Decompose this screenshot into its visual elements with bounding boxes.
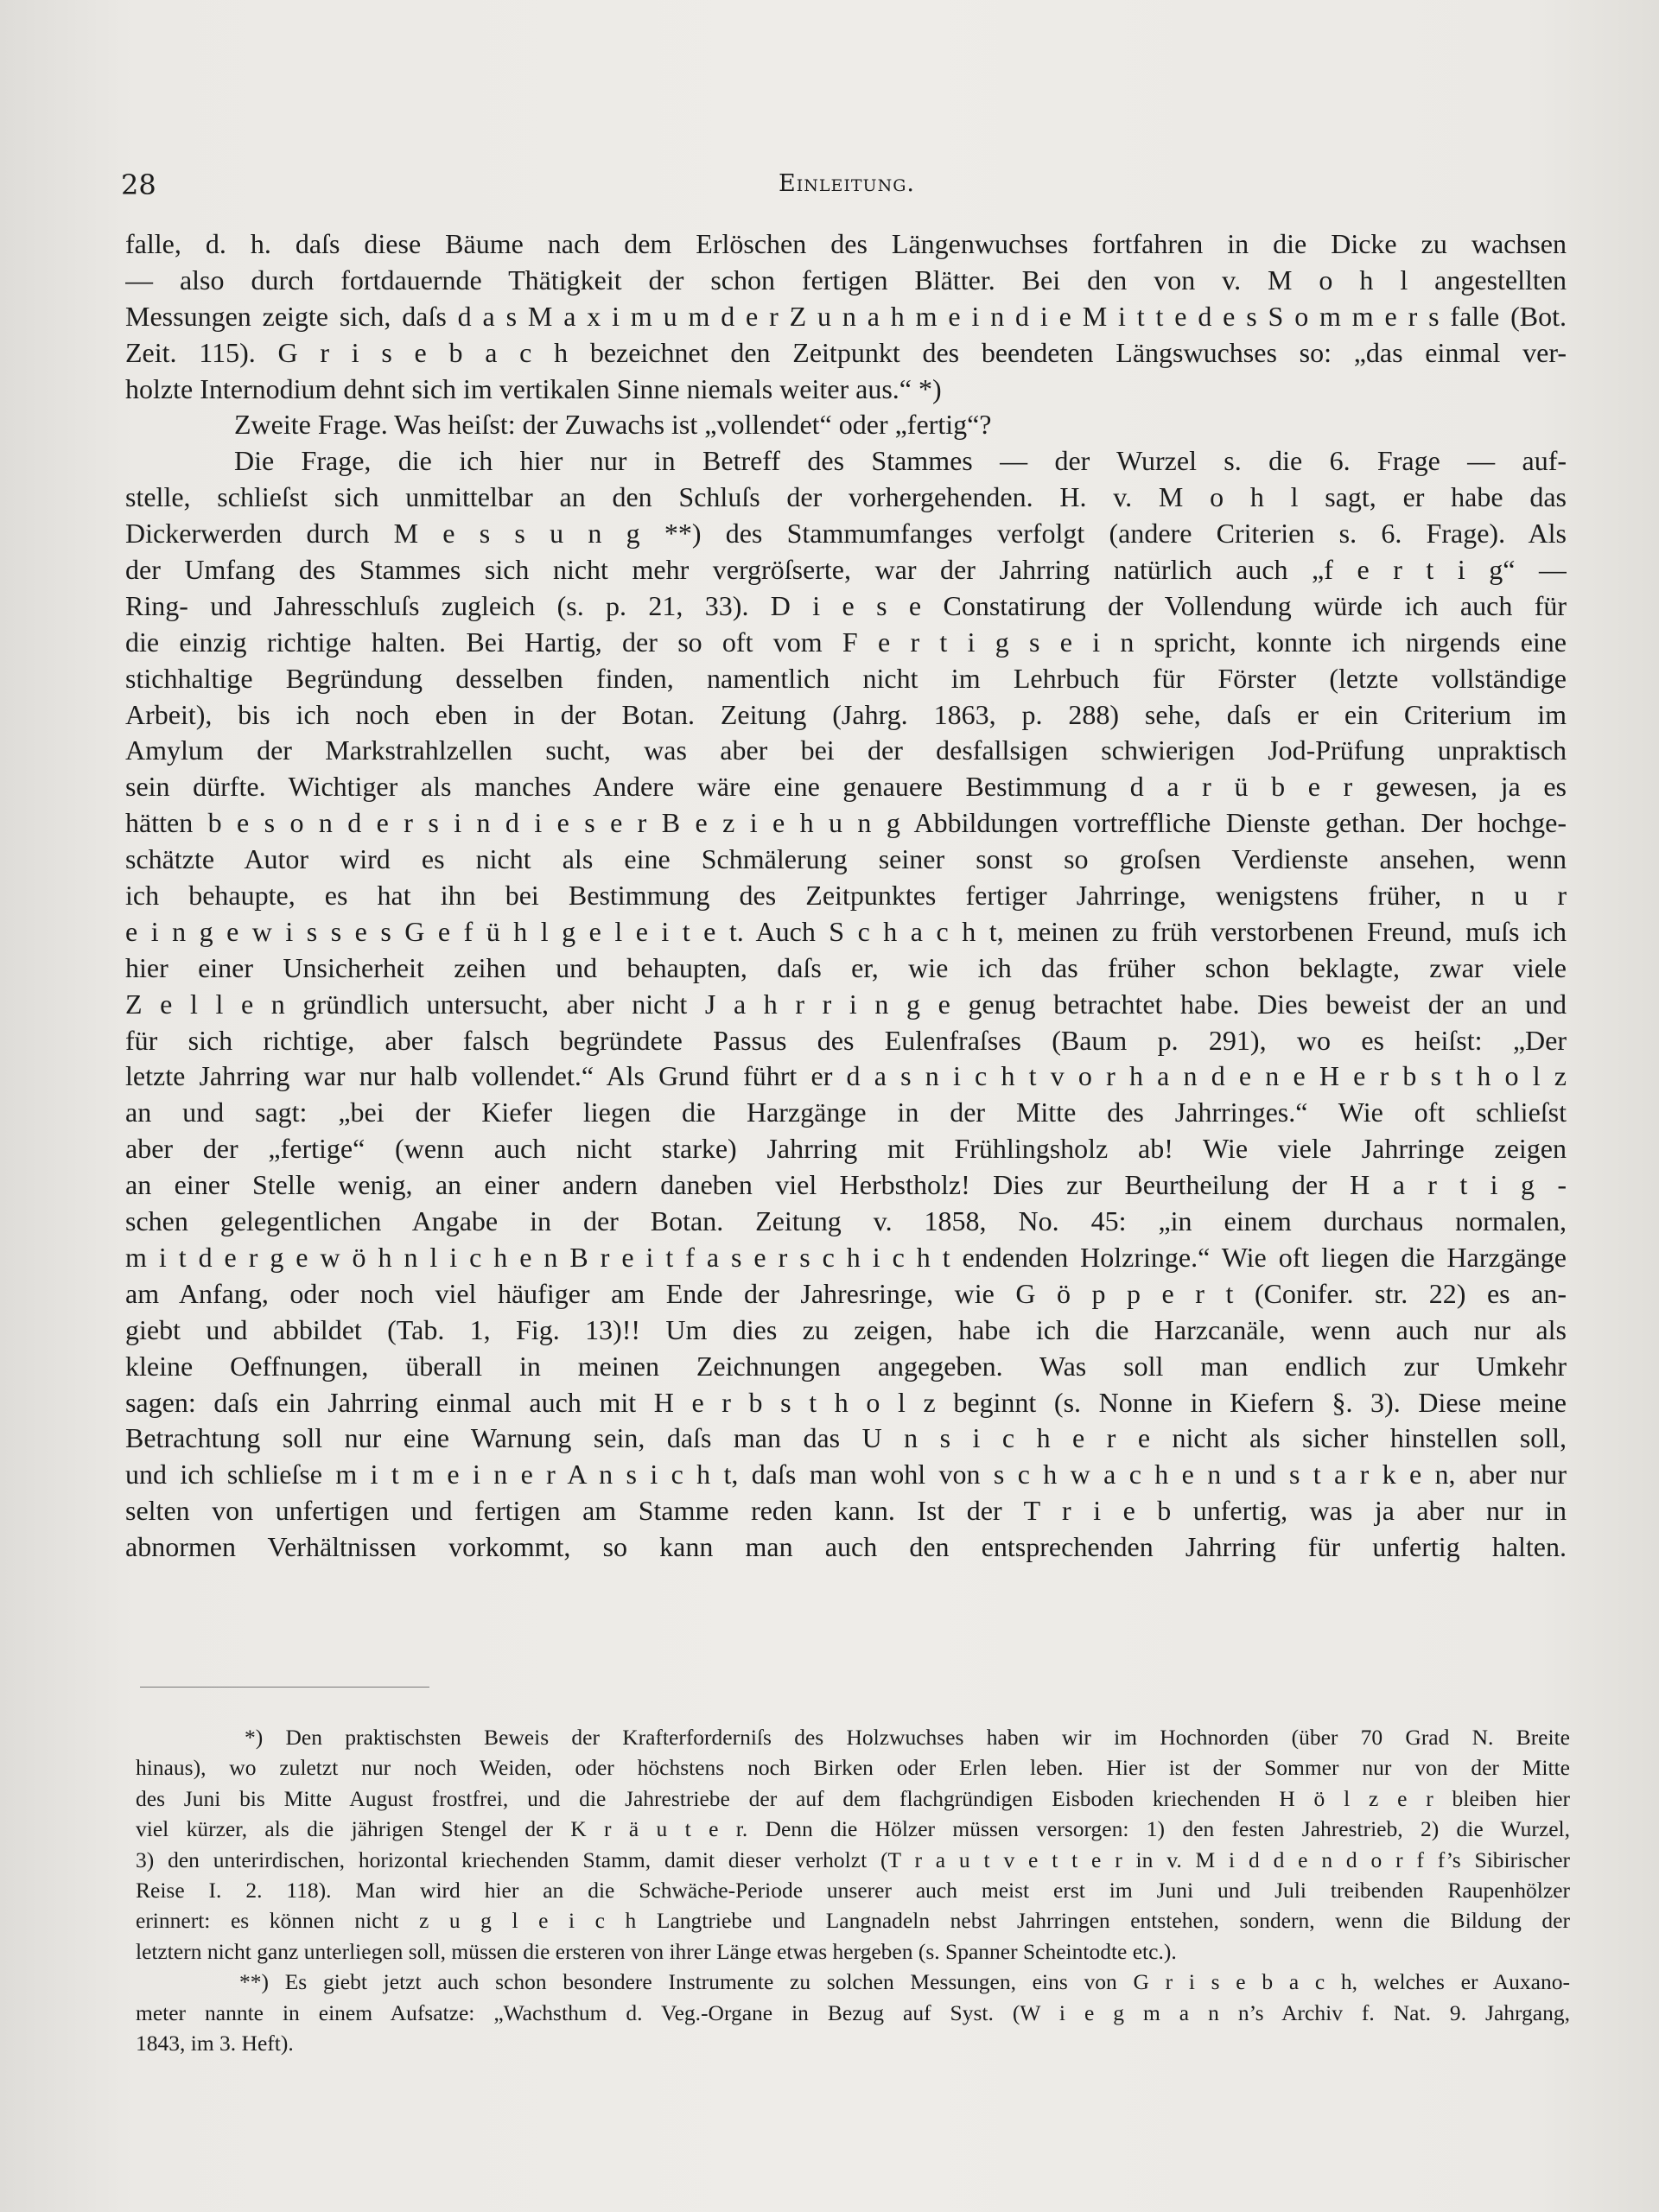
text-line: Amylum der Markstrahlzellen sucht, was aber bei der desfallsigen schwierigen Jod-Prüfung unpraktisch xyxy=(125,734,1567,766)
text-line: an einer Stelle wenig, an einer andern daneben viel Herbstholz! Dies zur Beurtheilung der H a r t i g - xyxy=(125,1169,1567,1201)
text-line: schätzte Autor wird es nicht als eine Schmälerung seiner sonst so groſsen Verdienste ansehen, wenn xyxy=(125,843,1567,875)
section-heading-line: Zweite Frage. Was heiſst: der Zuwachs ist „vollendet“ oder „fertig“? xyxy=(234,409,992,441)
footnote-line: hinaus), wo zuletzt nur noch Weiden, oder höchstens noch Birken oder Erlen leben. Hier ist der Sommer nur von der Mitte xyxy=(136,1755,1570,1781)
footnote-line: meter nannte in einem Aufsatze: „Wachsthum d. Veg.-Organe in Bezug auf Syst. (W i e g m a n n’s Archiv f. Nat. 9. Jahrgang, xyxy=(136,1999,1570,2025)
text-line: Betrachtung soll nur eine Warnung sein, daſs man das U n s i c h e r e nicht als sicher hinstellen soll, xyxy=(125,1422,1567,1454)
text-line: falle, d. h. daſs diese Bäume nach dem Erlöschen des Längenwuchses fortfahren in die Dicke zu wachsen xyxy=(125,228,1567,259)
text-line: schen gelegentlichen Angabe in der Botan. Zeitung v. 1858, No. 45: „in einem durchaus normalen, xyxy=(125,1205,1567,1237)
footnote-line: viel kürzer, als die jährigen Stengel der K r ä u t e r. Denn die Hölzer müssen versorgen: 1) den festen Jahrestrieb, 2) die Wurzel, xyxy=(136,1816,1570,1842)
text-line: Die Frage, die ich hier nur in Betreff des Stammes — der Wurzel s. die 6. Frage — auf- xyxy=(234,445,1567,477)
text-line: sagen: daſs ein Jahrring einmal auch mit H e r b s t h o l z beginnt (s. Nonne in Kiefern §. 3). Diese meine xyxy=(125,1386,1567,1418)
text-line: selten von unfertigen und fertigen am Stamme reden kann. Ist der T r i e b unfertig, was ja aber nur in xyxy=(125,1495,1567,1527)
text-line: e i n g e w i s s e s G e f ü h l g e l e i t e t. Auch S c h a c h t, meinen zu früh verstorbenen Freund, muſs ich xyxy=(125,915,1567,947)
text-line: Messungen zeigte sich, daſs d a s M a x i m u m d e r Z u n a h m e i n d i e M i t t e d e s S o m m e r s falle (Bot. xyxy=(125,300,1567,332)
footnote-separator xyxy=(140,1687,429,1688)
footnote-line: 1843, im 3. Heft). xyxy=(136,2030,294,2056)
footnote-line: *) Den praktischsten Beweis der Krafterforderniſs des Holzwuchses haben wir im Hochnorden (über 70 Grad N. Breite xyxy=(245,1725,1570,1750)
text-line: und ich schlieſse m i t m e i n e r A n s i c h t, daſs man wohl von s c h w a c h e n und s t a r k e n, aber nur xyxy=(125,1459,1567,1491)
text-line: hätten b e s o n d e r s i n d i e s e r B e z i e h u n g Abbildungen vortreffliche Dienste gethan. Der hochge- xyxy=(125,807,1567,839)
text-line: letzte Jahrring war nur halb vollendet.“ Als Grund führt er d a s n i c h t v o r h a n d e n e H e r b s t h o l z xyxy=(125,1060,1567,1092)
text-line: Z e l l e n gründlich untersucht, aber nicht J a h r r i n g e genug betrachtet habe. Dies beweist der an und xyxy=(125,988,1567,1020)
footnotes xyxy=(136,1722,1570,2058)
text-line: Arbeit), bis ich noch eben in der Botan. Zeitung (Jahrg. 1863, p. 288) sehe, daſs er ein Criterium im xyxy=(125,698,1567,730)
text-line: aber der „fertige“ (wenn auch nicht starke) Jahrring mit Frühlingsholz ab! Wie viele Jahrringe zeigen xyxy=(125,1133,1567,1165)
text-line: abnormen Verhältnissen vorkommt, so kann man auch den entsprechenden Jahrring für unfertig halten. xyxy=(125,1531,1567,1563)
text-line: giebt und abbildet (Tab. 1, Fig. 13)!! Um dies zu zeigen, habe ich die Harzcanäle, wenn auch nur als xyxy=(125,1313,1567,1345)
text-line: die einzig richtige halten. Bei Hartig, der so oft vom F e r t i g s e i n spricht, konnte ich nirgends eine xyxy=(125,626,1567,658)
text-line: m i t d e r g e w ö h n l i c h e n B r e i t f a s e r s c h i c h t endenden Holzringe.“ Wie oft liegen die Harzgänge xyxy=(125,1241,1567,1273)
text-line: Zeit. 115). G r i s e b a c h bezeichnet den Zeitpunkt des beendeten Längswuchses so: „das einmal ver- xyxy=(125,336,1567,368)
text-line: für sich richtige, aber falsch begründete Passus des Eulenfraſses (Baum p. 291), wo es heiſst: „Der xyxy=(125,1024,1567,1056)
text-line: stelle, schlieſst sich unmittelbar an den Schluſs der vorhergehenden. H. v. M o h l sagt, er habe das xyxy=(125,481,1567,513)
text-line: holzte Internodium dehnt sich im vertikalen Sinne niemals weiter aus.“ *) xyxy=(125,372,942,404)
text-line: der Umfang des Stammes sich nicht mehr vergröſserte, war der Jahrring natürlich auch „f e r t i g“ — xyxy=(125,554,1567,586)
footnote-line: erinnert: es können nicht z u g l e i c h Langtriebe und Langnadeln nebst Jahrringen entstehen, sondern, wenn die Bildung der xyxy=(136,1908,1570,1934)
text-line: hier einer Unsicherheit zeihen und behaupten, daſs er, wie ich das früher schon beklagte, zwar viele xyxy=(125,951,1567,983)
text-line: an und sagt: „bei der Kiefer liegen die Harzgänge in der Mitte des Jahrringes.“ Wie oft schlieſst xyxy=(125,1096,1567,1128)
footnote-line: 3) den unterirdischen, horizontal kriechenden Stamm, damit dieser verholzt (T r a u t v e t t e r in v. M i d d e n d o r f f’s Sibirischer xyxy=(136,1847,1570,1872)
text-line: stichhaltige Begründung desselben finden, namentlich nicht im Lehrbuch für Förster (letzte vollständige xyxy=(125,662,1567,694)
footnote-line: letztern nicht ganz unterliegen soll, müssen die ersteren von ihrer Länge etwas hergeben (s. Spanner Scheintodte etc.). xyxy=(136,1938,1177,1964)
page-header xyxy=(121,168,1573,203)
page-number: 28 xyxy=(121,168,156,201)
text-line: — also durch fortdauernde Thätigkeit der schon fertigen Blätter. Bei den von v. M o h l angestellten xyxy=(125,264,1567,296)
text-line: Dickerwerden durch M e s s u n g **) des Stammumfanges verfolgt (andere Criterien s. 6. Frage). Als xyxy=(125,518,1567,550)
text-line: sein dürfte. Wichtiger als manches Andere wäre eine genauere Bestimmung d a r ü b e r gewesen, ja es xyxy=(125,771,1567,803)
footnote-line: des Juni bis Mitte August frostfrei, und die Jahrestriebe der auf dem flachgründigen Eisboden kriechenden H ö l z e r bleiben hier xyxy=(136,1785,1570,1811)
footnote-line: Reise I. 2. 118). Man wird hier an die Schwäche-Periode unserer auch meist erst im Juni und Juli treibenden Raupenhölzer xyxy=(136,1877,1570,1903)
text-line: ich behaupte, es hat ihn bei Bestimmung des Zeitpunktes fertiger Jahrringe, wenigstens früher, n u r xyxy=(125,880,1567,912)
text-line: Ring- und Jahresschluſs zugleich (s. p. 21, 33). D i e s e Constatirung der Vollendung würde ich auch für xyxy=(125,589,1567,621)
text-line: am Anfang, oder noch viel häufiger am Ende der Jahresringe, wie G ö p p e r t (Conifer. str. 22) es an- xyxy=(125,1277,1567,1309)
main-text xyxy=(125,226,1567,1566)
running-head: Einleitung. xyxy=(779,170,915,197)
text-line: kleine Oeffnungen, überall in meinen Zeichnungen angegeben. Was soll man endlich zur Umkehr xyxy=(125,1350,1567,1382)
footnote-line: **) Es giebt jetzt auch schon besondere Instrumente zu solchen Messungen, eins von G r i s e b a c h, welches er Auxano- xyxy=(239,1969,1570,1995)
